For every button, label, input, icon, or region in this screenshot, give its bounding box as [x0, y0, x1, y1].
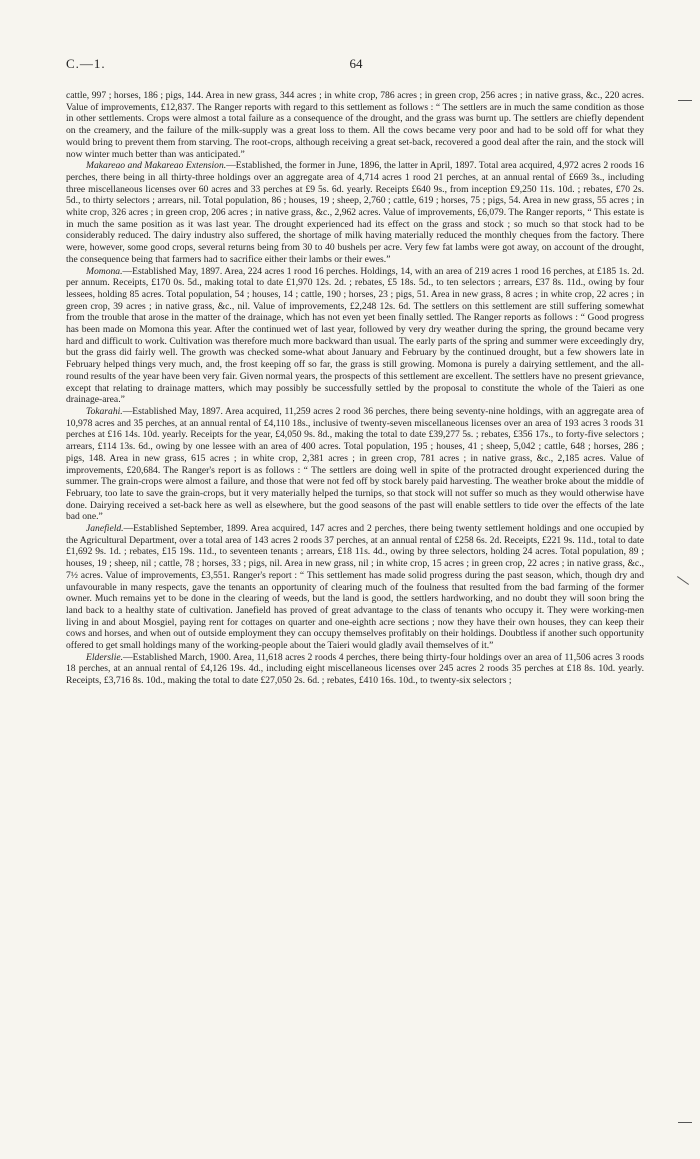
- settlement-title: Janefield.: [86, 523, 124, 535]
- paragraph-text: —Established, the former in June, 1896, the latter in April, 1897. Total area acquired, 4,972 acres 2 roods 16 perches, there being in all thirty-three holdings over an aggregate area of 4,714 acres 1 rood 21 perches, at an annual rental of £669 3s., including three miscellaneous licenses over 60 acres and 33 perches at £9 5s. 6d. yearly. Receipts £640 9s., from inception £9,250 11s. 10d. ; rebates, £70 2s. 5d., to thirty selectors ; arrears, nil. Total population, 86 ; houses, 19 ; sheep, 2,760 ; cattle, 619 ; horses, 75 ; pigs, 54. Area in new grass, 55 acres ; in white crop, 326 acres ; in green crop, 206 acres ; in native grass, &c., 2,962 acres. Value of improvements, £6,079. The Ranger reports, “ This estate is in much the same position as it was last year. The drought experienced had its effect on the grass and stock ; so much so that stock had to be considerably reduced. The dairy industry also suffered, the shortage of milk having materially reduced the monthly cheques from the factory. There were, however, some good crops, several returns being from 30 to 40 bushels per acre. Very few fat lambs were got away, on account of the drought, the consequence being that farmers had to sacrifice either their lambs or their ewes.”: [66, 160, 645, 265]
- report-body: [66, 90, 644, 687]
- margin-mark: [678, 1122, 692, 1123]
- paragraph-text: cattle, 997 ; horses, 186 ; pigs, 144. Area in new grass, 344 acres ; in white crop, 786 acres ; in green crop, 256 acres ; in native grass, &c., 220 acres. Value of improvements, £12,837. The Ranger reports with regard to this settlement as follows : “ The settlers are in much the same condition as those in other settlements. Crops were almost a total failure as a consequence of the drought, and the grass was burnt up. The settlers are chiefly dependent on the creamery, and the failure of the milk-supply was a great loss to them. All the cows became very poor and had to be sold off for what they would bring to prevent them from starving. The root-crops, although receiving a great set-back, recovered a good deal after the rain, and the stock will now winter much better than was anticipated.”: [66, 90, 644, 160]
- paragraph-elderslie: [66, 652, 644, 687]
- paragraph-text: —Established March, 1900. Area, 11,618 acres 2 roods 4 perches, there being thirty-four holdings over an area of 11,506 acres 3 roods 18 perches, at an annual rental of £4,126 19s. 4d., including eight miscellaneous licenses over 245 acres 2 roods 35 perches at £18 8s. 10d. yearly. Receipts, £3,716 8s. 10d., making the total to date £27,050 2s. 6d. ; rebates, £410 16s. 10d., to twenty-six selectors ;: [66, 651, 644, 687]
- settlement-title: Elderslie.: [86, 651, 124, 663]
- section-reference: C.—1.: [66, 56, 106, 71]
- paragraph-continuation: [66, 90, 644, 160]
- page-header: [66, 56, 646, 74]
- settlement-title: Momona.: [86, 265, 123, 277]
- paragraph-text: —Established May, 1897. Area acquired, 11,259 acres 2 rood 36 perches, there being seventy-nine holdings, with an aggregate area of 10,978 acres and 35 perches, at an annual rental of £4,110 18s., inclusive of twenty-seven miscellaneous licenses over an area of 193 acres 3 roods 31 perches at £16 14s. 10d. yearly. Receipts for the year, £4,050 9s. 8d., making the total to date £39,277 5s. ; rebates, £356 17s., to forty-five selectors ; arrears, £114 13s. 6d., owing by one lessee with an area of 400 acres. Total population, 195 ; houses, 41 ; sheep, 5,042 ; cattle, 648 ; horses, 286 ; pigs, 148. Area in new grass, 615 acres ; in white crop, 2,381 acres ; in green crop, 781 acres ; in native grass, &c., 2,185 acres. Value of improvements, £20,684. The Ranger's report is as follows : “ The settlers are doing well in spite of the protracted drought experienced during the summer. The grain-crops were almost a failure, and those that were not fed off by stock barely paid harvesting. The weather broke about the middle of February, too late to save the grain-crops, but it very materially helped the turnips, so that stock will not suffer so much as they would otherwise have done. Dairying received a set-back here as well as elsewhere, but the good seasons of the past will enable settlers to tide over the effects of the late bad one.”: [66, 405, 644, 523]
- paragraph-text: —Established May, 1897. Area, 224 acres 1 rood 16 perches. Holdings, 14, with an area of 219 acres 1 rood 16 perches, at £185 1s. 2d. per annum. Receipts, £170 0s. 5d., making total to date £1,970 12s. 2d. ; rebates, £5 18s. 5d., to ten selectors ; arrears, £37 8s. 11d., owing by four lessees, holding 85 acres. Total population, 54 ; houses, 14 ; cattle, 190 ; horses, 23 ; pigs, 51. Area in new grass, 8 acres ; in white crop, 22 acres ; in green crop, 39 acres ; in native grass, &c., nil. Value of improvements, £2,248 12s. 6d. The settlers on this settlement are still suffering somewhat from the trouble that arose in the matter of the drainage, which has not even yet been finally settled. The Ranger reports as follows : “ Good progress has been made on Momona this year. After the continued wet of last year, followed by very dry weather during the spring, the ground became very hard and difficult to work. Cultivation was therefore much more backward than usual. The early parts of the spring and summer were exceedingly dry, but the grass did fairly well. The growth was checked some-what about January and February by the continued drought, but a few showers late in February helped things very much, and, the frost keeping off so far, the grass is still growing. Momona is purely a dairying settlement, and the all-round results of the year have been very fair. Given normal years, the prospects of this settlement are excellent. The settlers have no present grievance, except that relating to drainage matters, which may possibly be successfully settled by the proposal to constitute the whole of the Taieri as one drainage-area.”: [66, 265, 644, 406]
- margin-mark: [677, 576, 689, 585]
- paragraph-makareao: [66, 160, 644, 265]
- paragraph-momona: [66, 266, 644, 406]
- margin-mark: [678, 100, 692, 101]
- paragraph-janefield: [66, 523, 644, 652]
- settlement-title: Makareao and Makareao Extension.: [86, 160, 227, 172]
- settlement-title: Tokarahi.: [86, 405, 123, 417]
- paragraph-text: —Established September, 1899. Area acquired, 147 acres and 2 perches, there being twenty settlement holdings and one occupied by the Agricultural Department, over a total area of 143 acres 2 roods 37 perches, at an annual rental of £258 6s. 2d. Receipts, £221 9s. 11d., total to date £1,692 9s. 1d. ; rebates, £15 19s. 11d., to seventeen tenants ; arrears, £18 11s. 4d., owing by three selectors, holding 24 acres. Total population, 89 ; houses, 19 ; sheep, nil ; cattle, 78 ; horses, 33 ; pigs, nil. Area in new grass, nil ; in white crop, 15 acres ; in green crop, 22 acres ; in native grass, &c., 7½ acres. Value of improvements, £3,551. Ranger's report : “ This settlement has made solid progress during the past season, which, though dry and unfavourable in many respects, gave the tenants an opportunity of clearing much of the foulness that resulted from the bad farming of the former owner. Much remains yet to be done in the clearing of weeds, but the land is good, the settlers hardworking, and no doubt they will soon bring the land back to a healthy state of cultivation. Janefield has proved of great advantage to the class of tenants who occupy it. They were working-men living in and about Mosgiel, paying rent for cottages on quarter and one-eighth acre sections ; now they have their own houses, they can keep their cows and horses, and when out of outside employment they can occupy themselves profitably on their holdings. Doubtless if another such opportunity offered to get small holdings many of the working-people about the Taieri would gladly avail themselves of it.”: [66, 523, 644, 652]
- page-number: 64: [349, 56, 363, 71]
- paragraph-tokarahi: [66, 406, 644, 523]
